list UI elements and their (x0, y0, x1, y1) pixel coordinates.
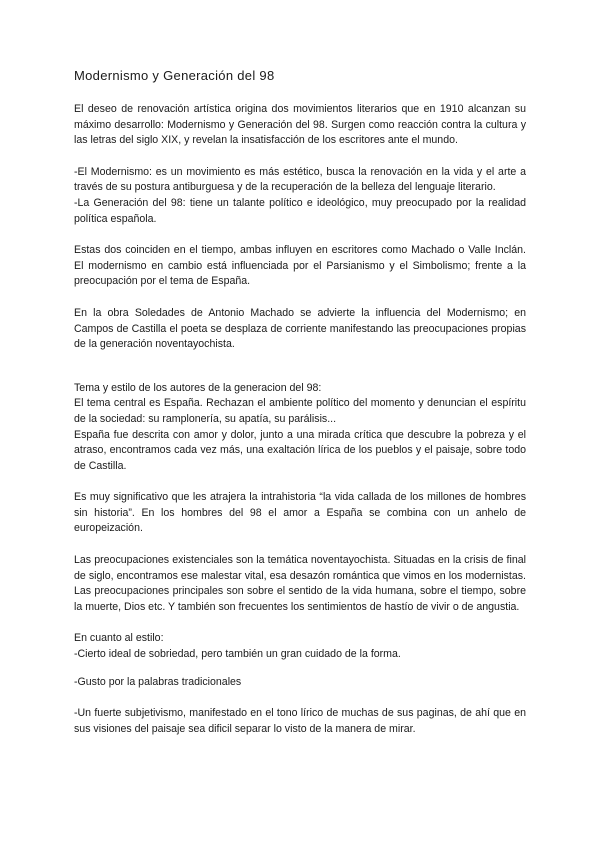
espana-paragraph: España fue descrita con amor y dolor, junto a una mirada crítica que descubre la pobreza y el atraso, encontramos cada vez más, una exaltación lírica de los pueblos y el paisaje, sobre todo de Castilla. (74, 428, 526, 472)
estilo-item-palabras: -Gusto por la palabras tradicionales (74, 675, 242, 688)
intrahistoria-paragraph: Es muy significativo que les atrajera la intrahistoria “la vida callada de los millones de hombres sin historia”. En los hombres del 98 el amor a España se combina con un anhelo de europeización. (74, 491, 526, 535)
machado-paragraph: En la obra Soledades de Antonio Machado se advierte la influencia del Modernismo; en Campos de Castilla el poeta se desplaza de corriente manifestando las preocupaciones propias de la generación noventayochista. (74, 306, 526, 351)
section-heading-tema: Tema y estilo de los autores de la generacion del 98: (74, 381, 322, 394)
coincidence-paragraph: Estas dos coinciden en el tiempo, ambas influyen en escritores como Machado o Valle Inclán. El modernismo en cambio está influenciada por el Parsianismo y el Simbolismo; frente a la preocupación por el tema de España. (74, 244, 526, 288)
existencial-paragraph: Las preocupaciones existenciales son la temática noventayochista. Situadas en la crisis de final de siglo, encontramos ese malestar vital, esa desazón romántica que vimos en los modernistas. Las preocupaciones principales son sobre el sentido de la vida humana, sobre el tiempo, sobre la muerte, Dios etc. Y también son frecuentes los sentimientos de hastío de vivir o de angustia. (74, 554, 526, 613)
generacion-definition: -La Generación del 98: tiene un talante político e ideológico, muy preocupado por la realidad política española. (74, 196, 526, 225)
modernismo-definition: -El Modernismo: es un movimiento es más estético, busca la renovación en la vida y el arte a través de su postura antiburguesa y de la recuperación de la belleza del lenguaje literario. (74, 165, 526, 194)
estilo-item-subjetivismo: -Un fuerte subjetivismo, manifestado en el tono lírico de muchas de sus paginas, de ahí que en sus visiones del paisaje sea dificil separar lo visto de la manera de mirar. (74, 707, 526, 735)
document-title: Modernismo y Generación del 98 (74, 68, 275, 83)
estilo-heading: En cuanto al estilo: (74, 632, 164, 645)
estilo-item-sobriedad: -Cierto ideal de sobriedad, pero también un gran cuidado de la forma. (74, 648, 401, 661)
intro-paragraph: El deseo de renovación artística origina dos movimientos literarios que en 1910 alcanzan su máximo desarrollo: Modernismo y Generación del 98. Surgen como reacción contra la cultura y las letras del siglo XIX, y revelan la insatisfacción de los escritores ante el mundo. (74, 103, 526, 147)
tema-central-paragraph: El tema central es España. Rechazan el ambiente político del momento y denuncian el espíritu de la sociedad: su ramplonería, su apatía, su parálisis... (74, 397, 526, 425)
